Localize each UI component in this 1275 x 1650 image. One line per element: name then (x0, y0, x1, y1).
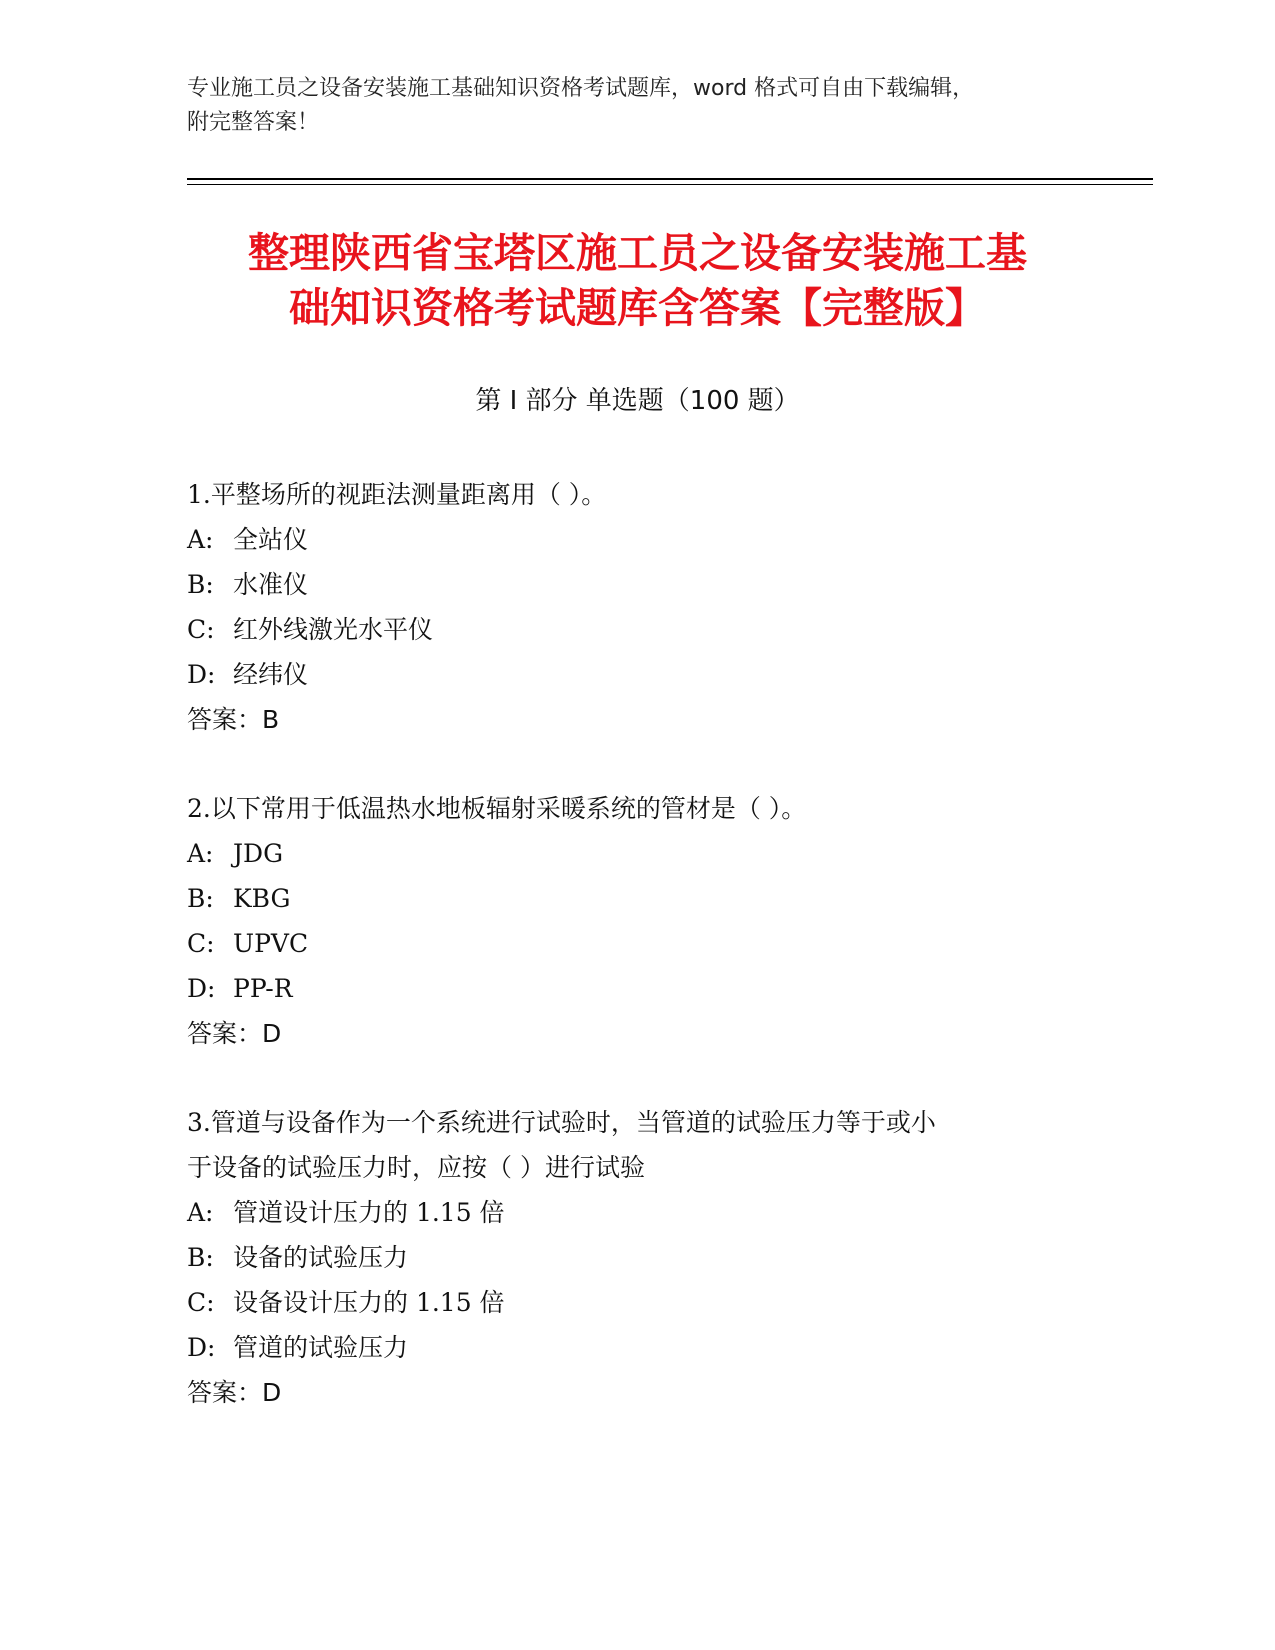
option-letter: A: (187, 1198, 214, 1227)
option-c (187, 1280, 1087, 1325)
option-text: UPVC (233, 929, 309, 958)
header-note-line-1: 专业施工员之设备安装施工基础知识资格考试题库，word 格式可自由下载编辑， (187, 76, 975, 101)
option-text: 水准仪 (233, 570, 309, 599)
answer-text: 答案：B (187, 705, 280, 734)
option-text: PP-R (233, 974, 293, 1003)
header-divider-thick (187, 178, 1153, 180)
option-text: 管道设计压力的 1.15 倍 (233, 1198, 505, 1227)
option-text: 全站仪 (233, 525, 309, 554)
question-stem (187, 786, 1087, 831)
answer-text: 答案：D (187, 1378, 282, 1407)
option-c (187, 607, 1087, 652)
option-text: 管道的试验压力 (233, 1333, 409, 1362)
option-letter: B: (187, 884, 214, 913)
document-title (150, 226, 1125, 336)
header-divider-thin (187, 184, 1153, 185)
option-d (187, 1325, 1087, 1370)
question-stem-line: 1.平整场所的视距法测量距离用（ ）。 (187, 480, 607, 509)
question-3 (187, 1100, 1087, 1415)
option-d (187, 966, 1087, 1011)
question-2 (187, 786, 1087, 1056)
option-letter: C: (187, 929, 215, 958)
option-a (187, 1190, 1087, 1235)
question-1 (187, 472, 1087, 742)
option-letter: B: (187, 570, 214, 599)
option-text: 设备的试验压力 (233, 1243, 409, 1272)
question-stem-line: 于设备的试验压力时，应按（ ）进行试验 (187, 1153, 645, 1182)
option-a (187, 517, 1087, 562)
option-letter: C: (187, 1288, 215, 1317)
option-letter: D: (187, 1333, 216, 1362)
question-stem (187, 472, 1087, 517)
option-letter: B: (187, 1243, 214, 1272)
answer-text: 答案：D (187, 1019, 282, 1048)
option-text: JDG (233, 839, 284, 868)
option-b (187, 876, 1087, 921)
header-note-line-2: 附完整答案！ (187, 110, 320, 135)
question-stem-line: 3.管道与设备作为一个系统进行试验时，当管道的试验压力等于或小 (187, 1108, 936, 1137)
option-d (187, 652, 1087, 697)
section-heading: 第 I 部分 单选题（100 题） (475, 386, 800, 416)
question-list (187, 472, 1087, 1459)
option-letter: D: (187, 660, 216, 689)
option-letter: D: (187, 974, 216, 1003)
option-text: 红外线激光水平仪 (233, 615, 434, 644)
option-b (187, 1235, 1087, 1280)
header-note (187, 72, 1087, 140)
option-b (187, 562, 1087, 607)
document-title-line-2: 础知识资格考试题库含答案【完整版】 (289, 284, 986, 332)
option-text: 设备设计压力的 1.15 倍 (233, 1288, 505, 1317)
option-letter: A: (187, 839, 214, 868)
question-stem (187, 1100, 1087, 1190)
option-a (187, 831, 1087, 876)
question-stem-line: 2.以下常用于低温热水地板辐射采暖系统的管材是（ ）。 (187, 794, 807, 823)
option-text: KBG (233, 884, 291, 913)
option-letter: C: (187, 615, 215, 644)
option-text: 经纬仪 (233, 660, 309, 689)
option-c (187, 921, 1087, 966)
document-title-line-1: 整理陕西省宝塔区施工员之设备安装施工基 (248, 229, 1027, 277)
option-letter: A: (187, 525, 214, 554)
